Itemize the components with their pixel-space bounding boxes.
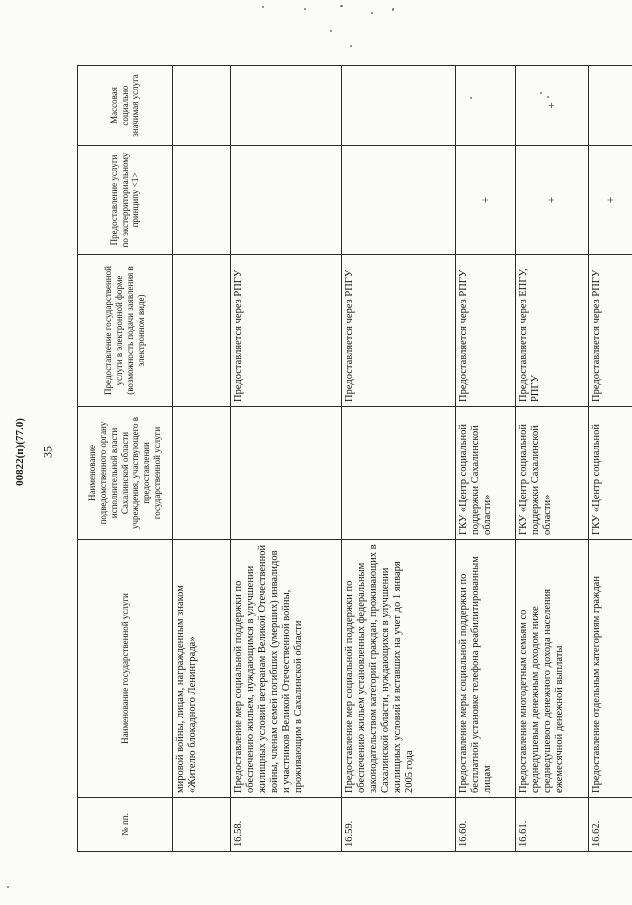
- document-footer-code: 00822(п)(77.0): [14, 418, 26, 486]
- row-mass-service: +: [516, 66, 589, 146]
- row-service-name: Предоставление многодетным семьям со среднедушевым денежным доходом ниже среднедушевого денежного дохода населения ежемесячной денежной выплаты: [516, 540, 589, 798]
- row-agency: ГКУ «Центр социальной поддержки Сахалинской области»: [516, 407, 589, 540]
- row-extraterritorial: +: [456, 146, 516, 255]
- row-number: [173, 798, 231, 852]
- row-agency: [342, 407, 456, 540]
- row-mass-service: [342, 66, 456, 146]
- row-electronic-form: Предоставляется через РПГУ: [342, 255, 456, 407]
- row-service-name: Предоставление меры социальной поддержки по бесплатной установке телефона реабилитированным лицам: [456, 540, 516, 798]
- header-service-name: Наименование государственной услуги: [78, 540, 173, 798]
- services-table: [77, 65, 632, 852]
- scan-speck: [470, 97, 472, 99]
- row-mass-service: [589, 66, 632, 146]
- scan-speck: [7, 886, 9, 888]
- table-row: [342, 66, 456, 852]
- row-electronic-form: Предоставляется через ЕПГУ, РПГУ: [516, 255, 589, 407]
- row-mass-service: [173, 66, 231, 146]
- row-extraterritorial: [231, 146, 342, 255]
- scan-speck: [547, 96, 549, 98]
- table-header-row: [78, 66, 173, 852]
- page-number: 35: [40, 446, 55, 458]
- row-service-name: Предоставление мер социальной поддержки по обеспечению жильем установленных федеральным законодательством категорий граждан, проживающих в Сахалинской области, нуждающихся в улучшении жилищных условий и вставших на учет до 1 января 2005 года: [342, 540, 456, 798]
- scan-speck: [330, 30, 332, 32]
- row-electronic-form: [173, 255, 231, 407]
- row-mass-service: [456, 66, 516, 146]
- row-number: 16.61.: [516, 798, 589, 852]
- scan-speck: [350, 45, 352, 47]
- header-number: № пп.: [78, 798, 173, 852]
- scan-speck: [304, 8, 306, 10]
- header-agency: Наименование подведомственного органу исполнительной власти Сахалинской области учреждения, участвующего в предоставлении государственной услуги: [78, 407, 173, 540]
- row-number: 16.59.: [342, 798, 456, 852]
- rotated-table-container: [77, 66, 632, 852]
- header-extraterritorial: Предоставление услуги по экстерриториальному принципу <1>: [78, 146, 173, 255]
- table-row: [456, 66, 516, 852]
- scan-speck: [262, 6, 264, 8]
- header-mass-service: Массовая социально значимая услуга: [78, 66, 173, 146]
- row-service-name: Предоставление мер социальной поддержки по обеспечению жильем, нуждающимся в улучшении жилищных условий ветеранам Великой Отечественной войны, членам семей погибших (умерших) инвалидов и участников Великой Отечественной войны, проживающим в Сахалинской области: [231, 540, 342, 798]
- row-agency: [231, 407, 342, 540]
- table-row: [231, 66, 342, 852]
- row-electronic-form: Предоставляется через РПГУ: [456, 255, 516, 407]
- row-extraterritorial: [342, 146, 456, 255]
- scan-speck: [540, 92, 542, 94]
- table-row: [589, 66, 632, 852]
- header-electronic-form: Предоставление государственной услуги в электронной форме (возможность подачи заявления в электронном виде): [78, 255, 173, 407]
- table-row: [173, 66, 231, 852]
- row-extraterritorial: [173, 146, 231, 255]
- row-mass-service: [231, 66, 342, 146]
- row-electronic-form: Предоставляется через РПГУ: [231, 255, 342, 407]
- row-number: 16.60.: [456, 798, 516, 852]
- row-number: 16.62.: [589, 798, 632, 852]
- row-service-name: Предоставление отдельным категориям граждан: [589, 540, 632, 798]
- row-extraterritorial: +: [516, 146, 589, 255]
- row-number: 16.58.: [231, 798, 342, 852]
- row-agency: ГКУ «Центр социальной: [589, 407, 632, 540]
- row-extraterritorial: +: [589, 146, 632, 255]
- table-row: [516, 66, 589, 852]
- row-service-name: мировой войны, лицам, награжденным знаком «Жителю блокадного Ленинграда»: [173, 540, 231, 798]
- scan-speck: [371, 12, 373, 14]
- scan-speck: [392, 8, 394, 11]
- row-electronic-form: Предоставляется через РПГУ: [589, 255, 632, 407]
- row-agency: [173, 407, 231, 540]
- scan-speck: [340, 5, 343, 7]
- row-agency: ГКУ «Центр социальной поддержки Сахалинской области»: [456, 407, 516, 540]
